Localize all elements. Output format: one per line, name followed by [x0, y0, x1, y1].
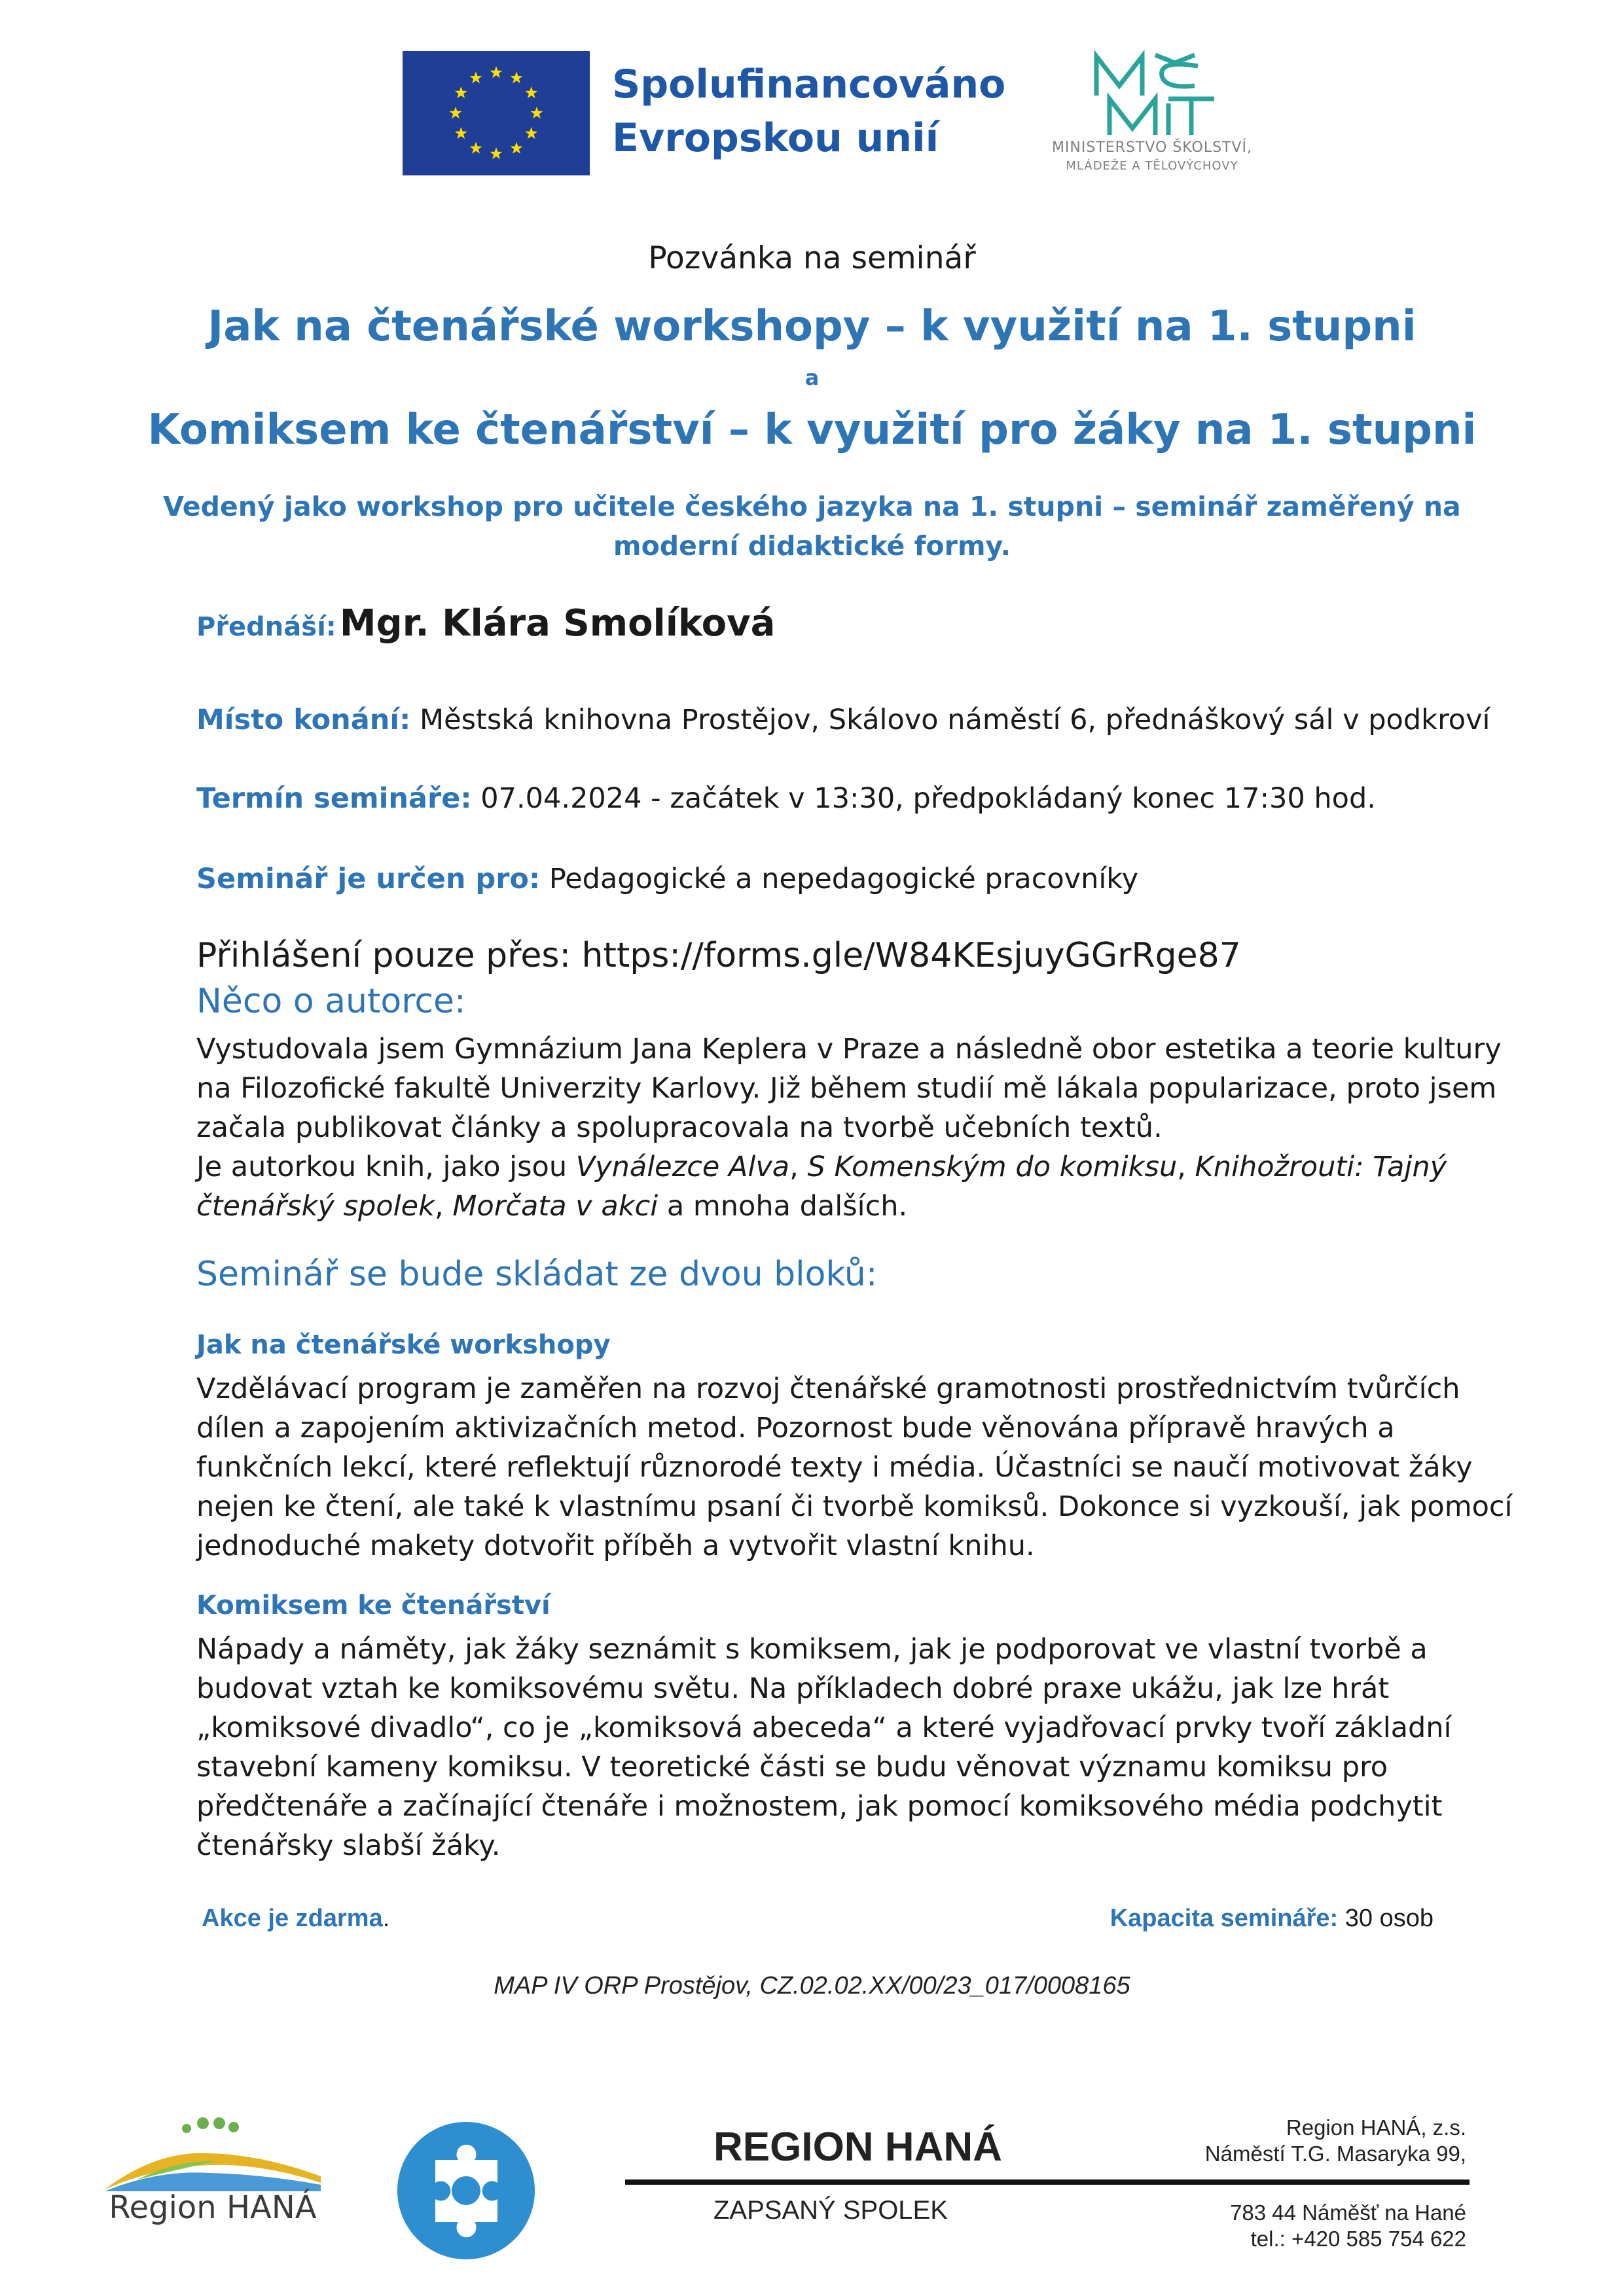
books-sep: , — [434, 1190, 453, 1223]
region-hana-logo-text: Region HANÁ — [109, 2189, 317, 2226]
capacity-label: Kapacita semináře: — [1110, 1905, 1339, 1932]
region-hana-title: REGION HANÁ — [713, 2125, 1002, 2170]
lecturer-label: Přednáší: — [196, 612, 336, 642]
block2-line: stavební kameny komiksu. V teoretické části se budu věnovat významu komiksu pro — [196, 1751, 1388, 1784]
capacity-note — [1074, 1905, 1434, 1933]
eu-star-icon — [525, 86, 537, 98]
eu-star-icon — [490, 66, 503, 78]
block1-line: nejen ke čtení, ale také k vlastnímu psaní či tvorbě komiksů. Dokonce si vyzkouší, jak pomocí — [196, 1490, 1513, 1523]
eu-star-icon — [470, 142, 482, 154]
books-line1 — [196, 1147, 1502, 1187]
block2-text — [196, 1630, 1452, 1865]
eu-star-icon — [455, 127, 467, 139]
date-label: Termín semináře: — [196, 782, 472, 815]
venue-label: Místo konání: — [196, 704, 411, 736]
eu-star-icon — [470, 71, 482, 83]
books-sep: , — [1177, 1151, 1195, 1183]
msmt-line2: MLÁDEŽE A TĚLOVÝCHOVY — [1066, 159, 1238, 173]
block1-title: Jak na čtenářské workshopy — [196, 1330, 611, 1360]
block1-line: dílen a zapojením aktivizačních metod. Pozornost bude věnována přípravě hravých a — [196, 1412, 1395, 1444]
eu-star-icon — [511, 71, 523, 83]
free-note — [202, 1905, 389, 1933]
lecturer-row — [196, 602, 775, 645]
about-line: Vystudovala jsem Gymnázium Jana Keplera v Praze a následně obor estetika a teorie kultury — [196, 1033, 1502, 1066]
about-line: na Filozofické fakultě Univerzity Karlovy. Již během studií mě lákala popularizace, proto jsem — [196, 1072, 1497, 1105]
address-line: Region HANÁ, z.s. — [1286, 2115, 1466, 2140]
block2-line: předčtenáře a začínající čtenáře i možnostem, jak pomocí komiksového média podchytit — [196, 1790, 1443, 1823]
block2-line: Nápady a náměty, jak žáky seznámit s komiksem, jak je podporovat ve vlastní tvorbě a — [196, 1633, 1428, 1666]
book-title: Vynálezce Alva — [575, 1151, 790, 1183]
msmt-logo-icon — [1083, 50, 1221, 141]
region-hana-logo-icon — [98, 2114, 327, 2193]
puzzle-logo-icon — [396, 2121, 537, 2261]
eu-star-icon — [531, 107, 543, 118]
block2-line: čtenářsky slabší žáky. — [196, 1829, 501, 1862]
block2-title: Komiksem ke čtenářství — [196, 1590, 550, 1621]
about-heading: Něco o autorce: — [196, 982, 466, 1021]
books-line2 — [196, 1187, 1502, 1226]
capacity-value: 30 osob — [1344, 1905, 1434, 1932]
subtitle-line1: Vedený jako workshop pro učitele českého jazyka na 1. stupni – seminář zaměřený na — [163, 491, 1461, 522]
eu-flag-logo — [403, 51, 590, 175]
title-workshops: Jak na čtenářské workshopy – k využití na 1. stupni — [208, 302, 1416, 351]
eu-star-icon — [525, 127, 537, 139]
project-id: MAP IV ORP Prostějov, CZ.02.02.XX/00/23_017/0008165 — [494, 1972, 1130, 2000]
address-line: 783 44 Náměšť na Hané — [1230, 2200, 1466, 2225]
audience-label: Seminář je určen pro: — [196, 863, 541, 895]
books-suffix: a mnoha dalších. — [658, 1190, 908, 1223]
eu-stars-icon — [403, 51, 590, 175]
region-hana-subtitle: ZAPSANÝ SPOLEK — [713, 2196, 948, 2225]
block2-line: „komiksové divadlo“, co je „komiksová abeceda“ a které vyjadřovací prvky tvoří základní — [196, 1712, 1452, 1744]
blocks-heading: Seminář se bude skládat ze dvou bloků: — [196, 1255, 878, 1294]
phone-line: tel.: +420 585 754 622 — [1250, 2227, 1466, 2251]
books-prefix: Je autorkou knih, jako jsou — [196, 1151, 576, 1183]
lecturer-name: Mgr. Klára Smolíková — [339, 602, 776, 645]
block1-line: jednoduché makety dotvořit příběh a vytvořit vlastní knihu. — [196, 1530, 1035, 1562]
date-row — [196, 779, 1376, 818]
eu-star-icon — [490, 147, 503, 159]
venue-row — [196, 700, 1490, 740]
registration-link-text[interactable]: Přihlášení pouze přes: https://forms.gle/W84KEsjuyGGrRge87 — [196, 936, 1241, 975]
address-line: Náměstí T.G. Masaryka 99, — [1204, 2142, 1466, 2166]
about-line: začala publikovat články a spolupracovala na tvorbě učebních textů. — [196, 1111, 1163, 1144]
block1-line: funkčních lekcí, které reflektují různorodé texty i média. Účastníci se naučí motivovat žáky — [196, 1451, 1473, 1484]
free-label: Akce je zdarma — [202, 1905, 383, 1932]
books-sep: , — [789, 1151, 808, 1183]
audience-value: Pedagogické a nepedagogické pracovníky — [549, 863, 1139, 895]
block1-text — [196, 1369, 1512, 1566]
footer-divider — [625, 2179, 1470, 2185]
eu-star-icon — [455, 86, 467, 98]
book-title: čtenářský spolek — [196, 1190, 435, 1223]
venue-value: Městská knihovna Prostějov, Skálovo náměstí 6, přednáškový sál v podkroví — [420, 704, 1490, 736]
title-and: a — [804, 365, 820, 390]
eu-star-icon — [511, 142, 523, 154]
msmt-caption — [1021, 139, 1283, 175]
audience-row — [196, 859, 1138, 899]
block2-line: budovat vztah ke komiksovému světu. Na příkladech dobré praxe ukážu, jak lze hrát — [196, 1672, 1390, 1705]
subtitle-line2: moderní didaktické formy. — [613, 530, 1011, 562]
msmt-line1: MINISTERSTVO ŠKOLSTVÍ, — [1051, 139, 1253, 156]
eu-line1: Spolufinancováno — [612, 62, 1006, 107]
date-value: 07.04.2024 - začátek v 13:30, předpokládaný konec 17:30 hod. — [480, 782, 1376, 815]
eu-star-icon — [450, 107, 462, 118]
eu-line2: Evropskou unií — [612, 115, 939, 161]
title-comics: Komiksem ke čtenářství – k využití pro žáky na 1. stupni — [147, 406, 1477, 454]
book-title: Morčata v akci — [452, 1190, 659, 1223]
book-title: S Komenským do komiksu — [807, 1151, 1178, 1183]
block1-line: Vzdělávací program je zaměřen na rozvoj čtenářské gramotnosti prostřednictvím tvůrčích — [196, 1372, 1460, 1405]
free-suffix: . — [382, 1905, 390, 1932]
invitation-heading: Pozvánka na seminář — [648, 240, 976, 276]
about-text — [196, 1030, 1502, 1226]
eu-cofinanced-text — [612, 58, 1005, 165]
book-title: Knihožrouti: Tajný — [1195, 1151, 1447, 1183]
